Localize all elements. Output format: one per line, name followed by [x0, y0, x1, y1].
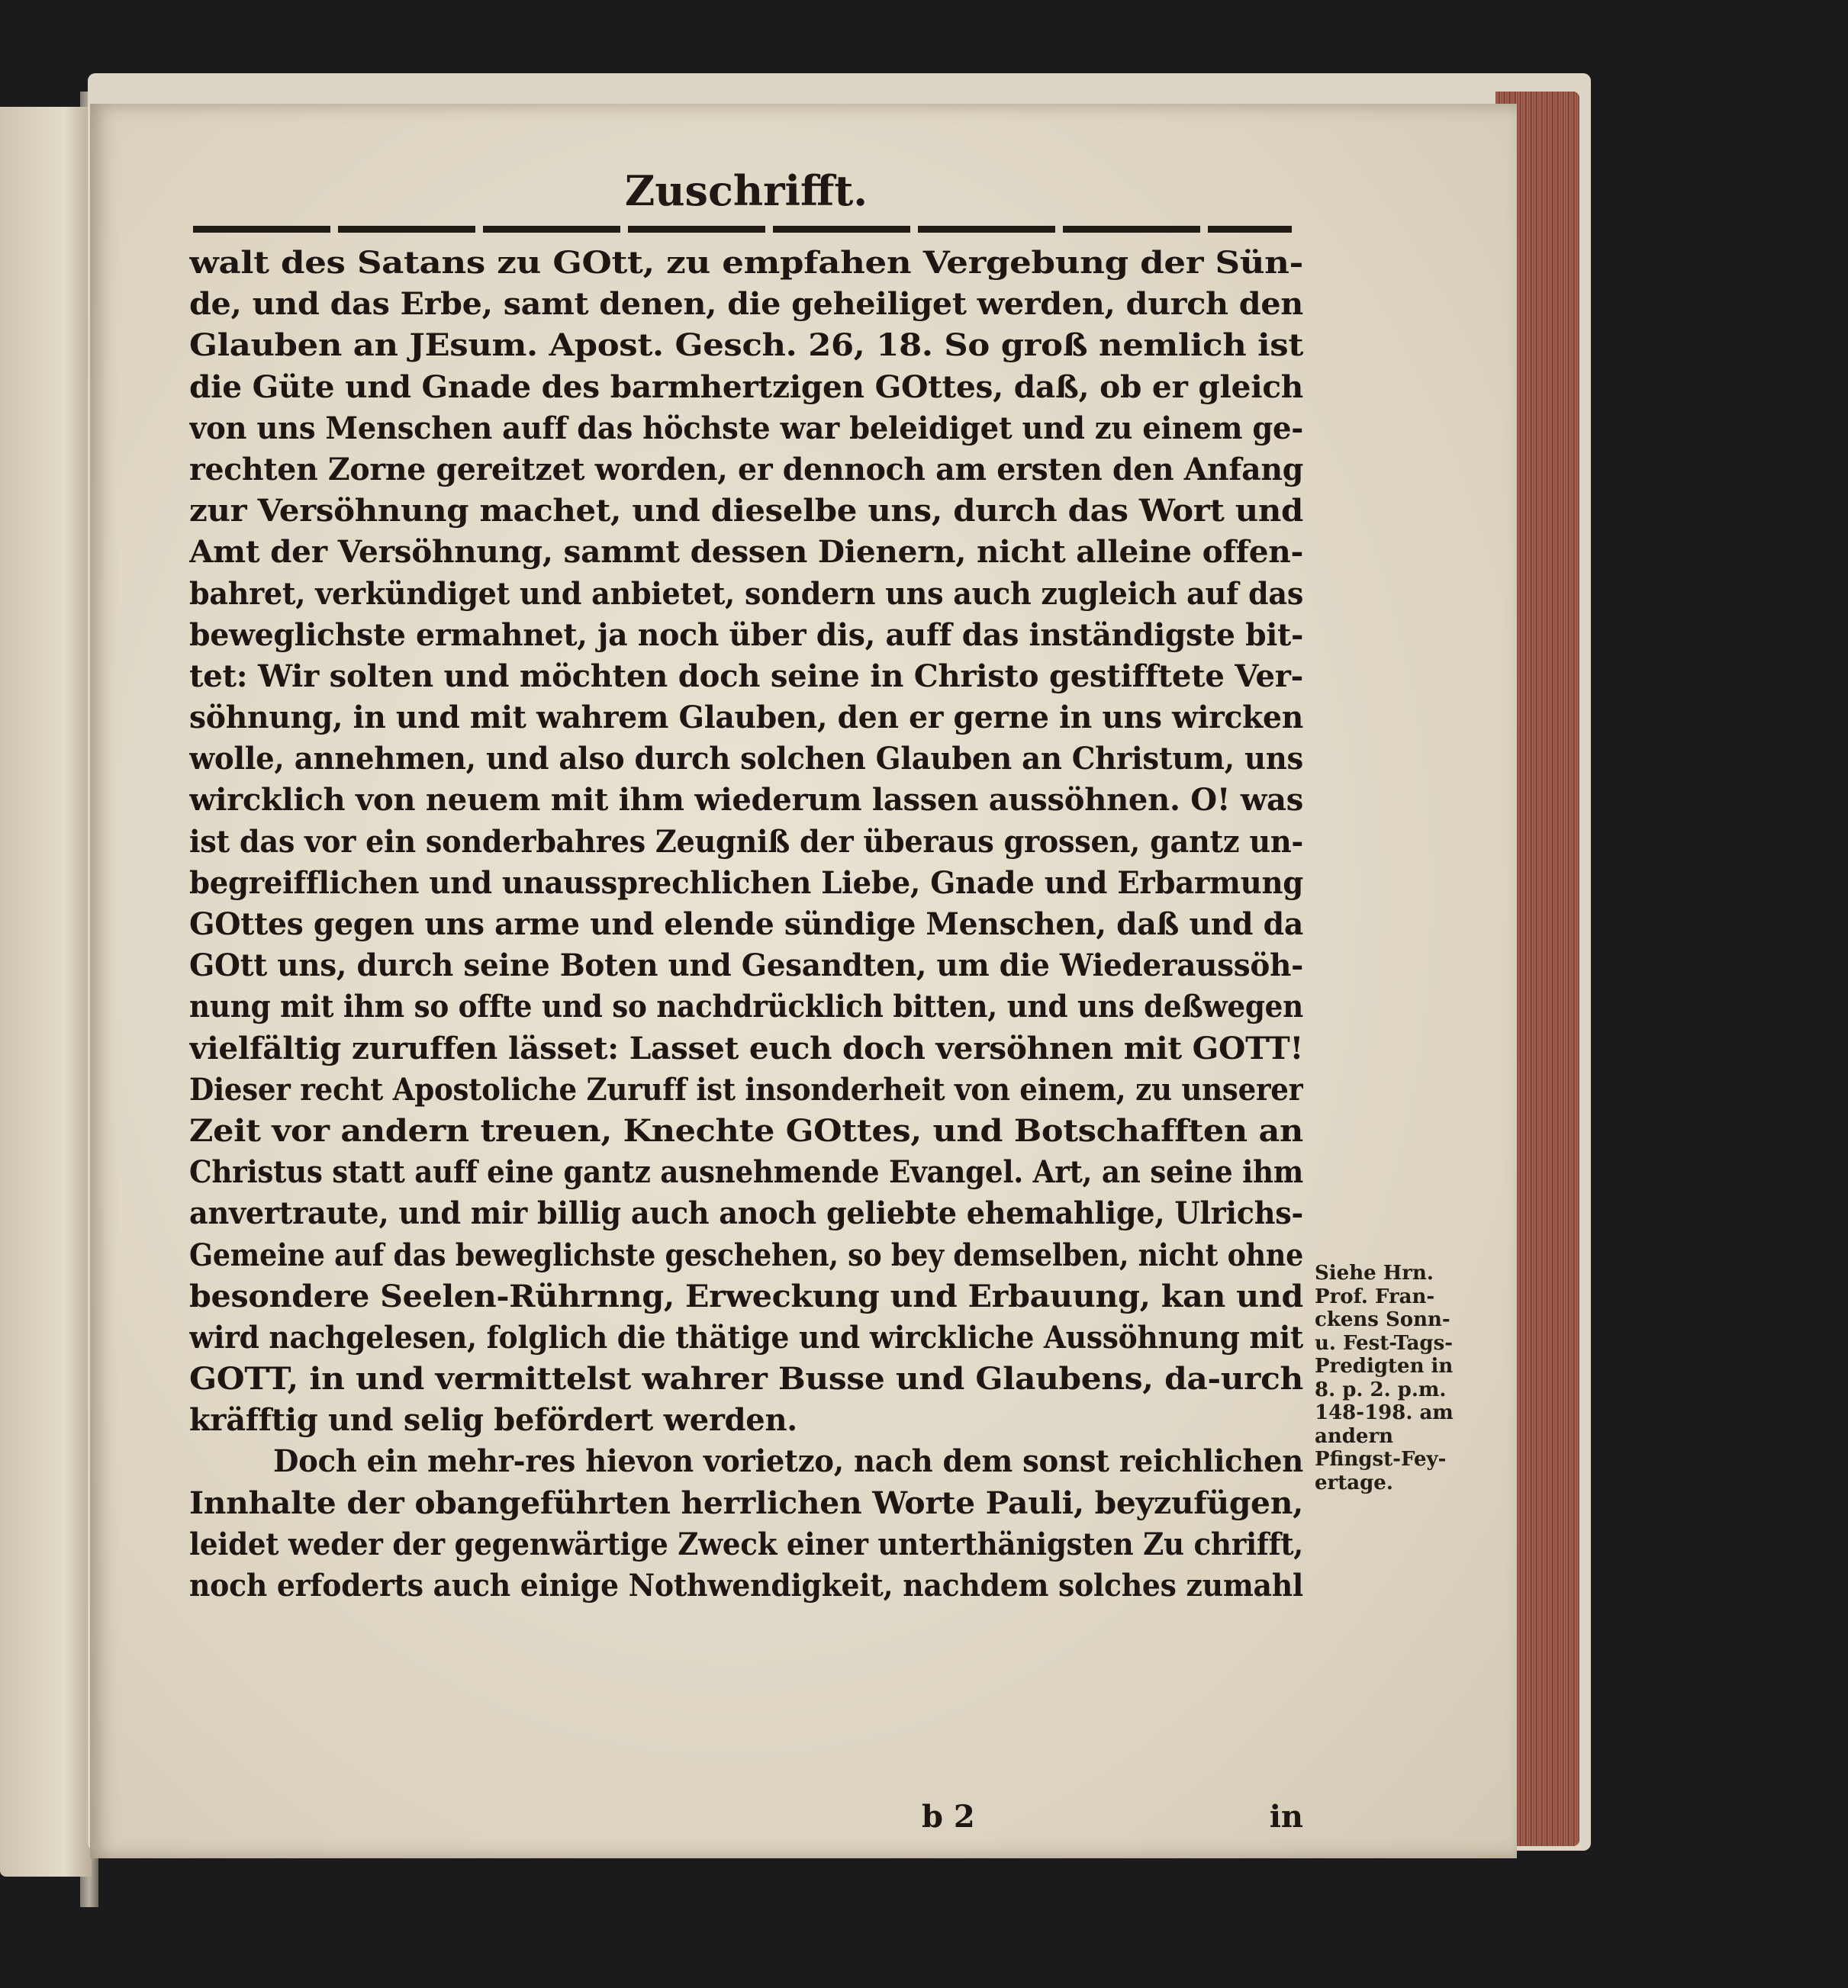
text-line: Gemeine auf das beweglichste geschehen, so bey demselben, nicht ohne [189, 1237, 1303, 1273]
margin-note-line: Siehe Hrn. [1315, 1262, 1434, 1285]
text-line: Amt der Versöhnung, sammt dessen Dienern, nicht alleine offen- [189, 534, 1303, 571]
page-footer [189, 1799, 1303, 1840]
margin-note-line: 148-198. am [1315, 1401, 1454, 1424]
text-line: kräfftig und selig befördert werden. [189, 1402, 797, 1439]
text-line: Innhalte der obangeführten herrlichen Worte Pauli, beyzufügen, [189, 1485, 1303, 1521]
text-line: wircklich von neuem mit ihm wiederum lassen aussöhnen. O! was [189, 782, 1303, 819]
catchword: in [1269, 1799, 1303, 1835]
facing-page-edge [0, 107, 92, 1877]
running-head: Zuschrifft. [624, 166, 868, 215]
text-line: bahret, verkündiget und anbietet, sondern uns auch zugleich auf das [189, 575, 1303, 612]
text-line: Christus statt auff eine gantz ausnehmende Evangel. Art, an seine ihm [189, 1154, 1303, 1191]
text-line: von uns Menschen auff das höchste war beleidiget und zu einem ge- [189, 410, 1303, 446]
margin-note-line: ckens Sonn- [1315, 1308, 1450, 1331]
margin-note-line: Pfingst-Fey- [1315, 1448, 1447, 1471]
text-line: GOTT, in und vermittelst wahrer Busse und Glaubens, da-urch [189, 1361, 1303, 1398]
text-line: zur Versöhnung machet, und dieselbe uns, durch das Wort und [189, 493, 1303, 529]
text-line: anvertraute, und mir billig auch anoch geliebte ehemahlige, Ulrichs- [189, 1195, 1303, 1232]
margin-note-line: Predigten in [1315, 1355, 1454, 1378]
text-line: noch erfoderts auch einige Nothwendigkeit, nachdem solches zumahl [189, 1568, 1303, 1604]
text-line: vielfältig zuruffen lässet: Lasset euch doch versöhnen mit GOTT! [189, 1030, 1303, 1066]
text-line: Doch ein mehr-res hievon vorietzo, nach dem sonst reichlichen [273, 1443, 1303, 1480]
body-text [189, 243, 1303, 1607]
header-rule [193, 226, 1292, 233]
text-line: besondere Seelen-Rührnng, Erweckung und Erbauung, kan und [189, 1278, 1303, 1314]
text-line: wolle, annehmen, und also durch solchen Glauben an Christum, uns [189, 741, 1303, 777]
text-line: beweglichste ermahnet, ja noch über dis, auff das inständigste bit- [189, 616, 1303, 653]
text-line: de, und das Erbe, samt denen, die geheiliget werden, durch den [189, 286, 1303, 323]
margin-note-line: Prof. Fran- [1315, 1285, 1435, 1308]
text-line: söhnung, in und mit wahrem Glauben, den er gerne in uns wircken [189, 700, 1303, 736]
text-line: tet: Wir solten und möchten doch seine in Christo gestifftete Ver- [189, 658, 1303, 694]
margin-note-line: andern [1315, 1424, 1394, 1448]
margin-note [1315, 1262, 1490, 1494]
text-line: rechten Zorne gereitzet worden, er dennoch am ersten den Anfang [189, 451, 1303, 487]
text-line: nung mit ihm so offte und so nachdrücklich bitten, und uns deßwegen [189, 989, 1303, 1025]
signature-mark: b 2 [922, 1799, 975, 1835]
book-page [90, 104, 1517, 1858]
text-line: Glauben an JEsum. Apost. Gesch. 26, 18. So groß nemlich ist [189, 327, 1303, 364]
text-line: ist das vor ein sonderbahres Zeugniß der überaus grossen, gantz un- [189, 823, 1303, 860]
text-line: Zeit vor andern treuen, Knechte GOttes, und Botschafften an [189, 1112, 1303, 1149]
margin-note-line: ertage. [1315, 1471, 1393, 1494]
text-line: die Güte und Gnade des barmhertzigen GOttes, daß, ob er gleich [189, 368, 1303, 405]
margin-note-line: 8. p. 2. p.m. [1315, 1378, 1447, 1401]
margin-note-line: u. Fest-Tags- [1315, 1331, 1454, 1355]
text-line: wird nachgelesen, folglich die thätige und wirckliche Aussöhnung mit [189, 1319, 1303, 1356]
text-line: walt des Satans zu GOtt, zu empfahen Vergebung der Sün- [189, 245, 1303, 281]
text-line: begreifflichen und unaussprechlichen Liebe, Gnade und Erbarmung [189, 864, 1303, 901]
text-line: GOttes gegen uns arme und elende sündige Menschen, daß und da [189, 906, 1303, 942]
text-line: Dieser recht Apostoliche Zuruff ist insonderheit von einem, zu unserer [189, 1071, 1303, 1108]
text-line: leidet weder der gegenwärtige Zweck einer unterthänigsten Zu chrifft, [189, 1526, 1303, 1562]
text-line: GOtt uns, durch seine Boten und Gesandten, um die Wiederaussöh- [189, 947, 1303, 984]
